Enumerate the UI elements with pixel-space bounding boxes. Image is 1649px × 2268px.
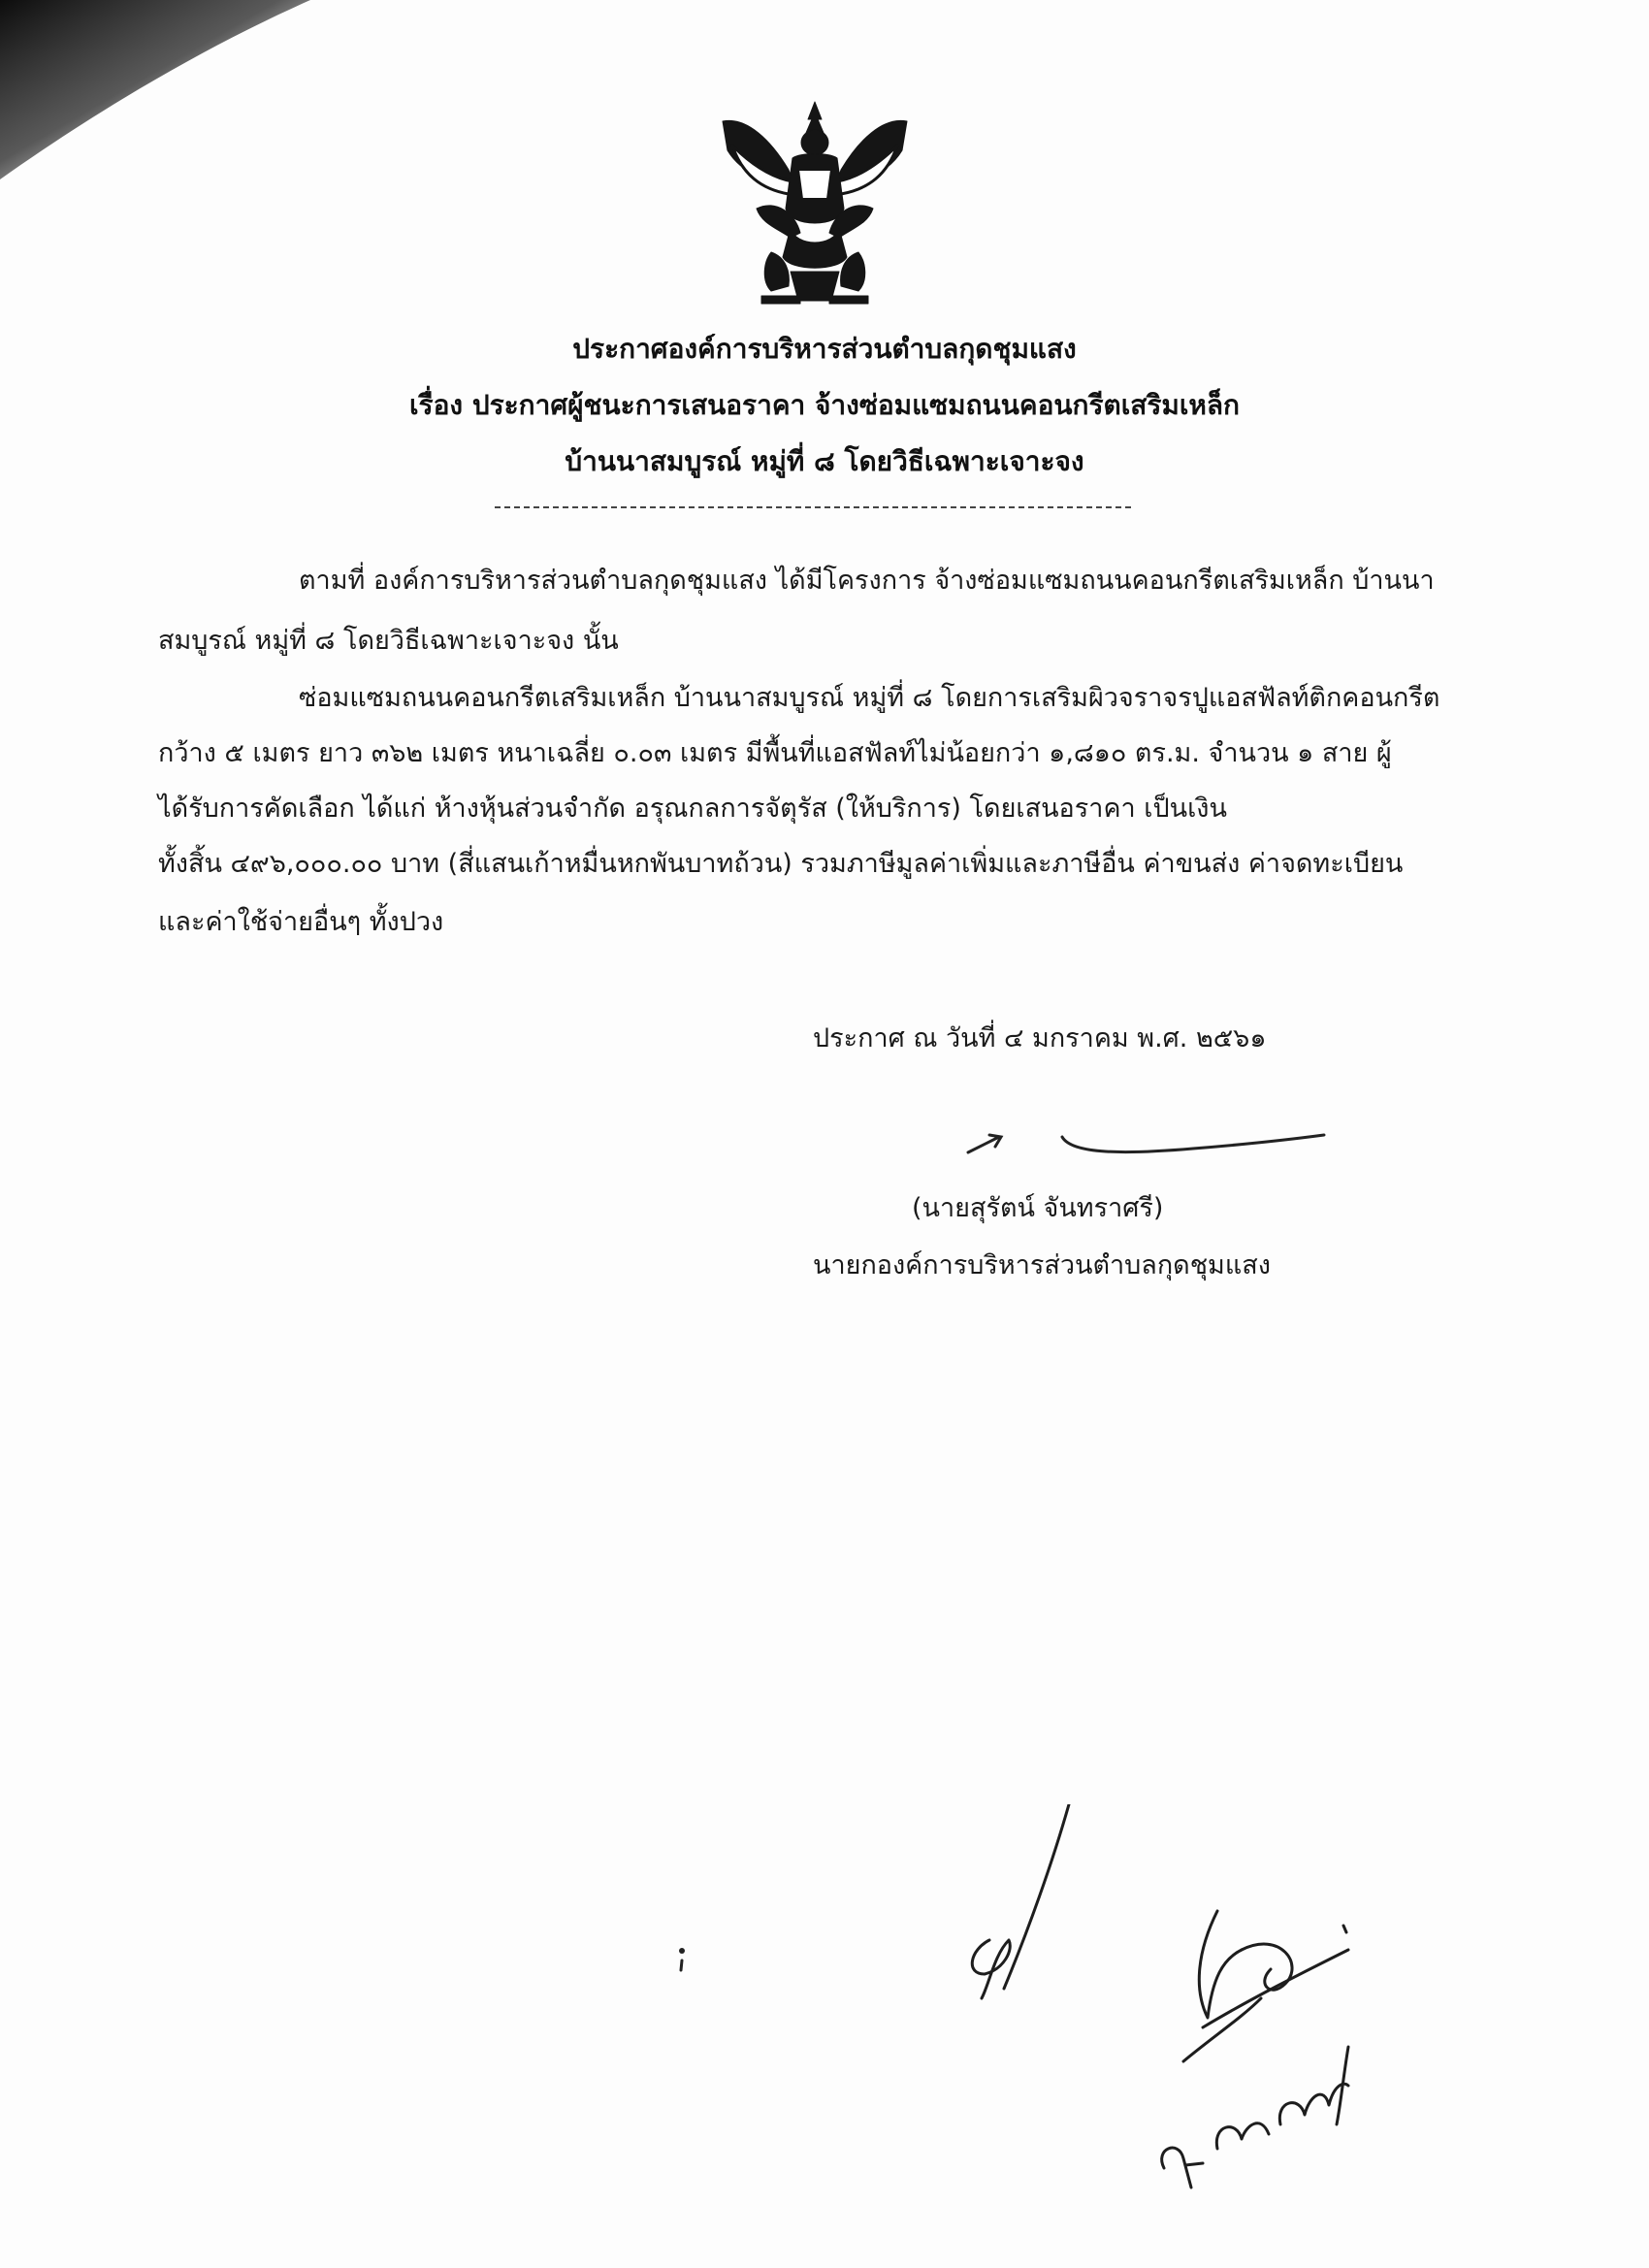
body-paragraph-1-line-1: ตามที่ องค์การบริหารส่วนตำบลกุดชุมแสง ได้มีโครงการ จ้างซ่อมแซมถนนคอนกรีตเสริมเหล็ก บ้านนา [299,566,1435,596]
signer-title: นายกองค์การบริหารส่วนตำบลกุดชุมแสง [813,1250,1271,1280]
signer-name: (นายสุรัตน์ จันทราศรี) [912,1193,1164,1223]
handwritten-initials [960,1804,1445,2212]
announcement-date: ประกาศ ณ วันที่ ๔ มกราคม พ.ศ. ๒๕๖๑ [813,1023,1267,1053]
body-paragraph-1-line-2: สมบูรณ์ หมู่ที่ ๘ โดยวิธีเฉพาะเจาะจง นั้น [158,626,619,656]
body-paragraph-2-line-4: ทั้งสิ้น ๔๙๖,๐๐๐.๐๐ บาท (สี่แสนเก้าหมื่นหกพันบาทถ้วน) รวมภาษีมูลค่าเพิ่มและภาษีอื่น ค่าขนส่ง ค่าจดทะเบียน [158,849,1404,879]
announcement-subject: เรื่อง ประกาศผู้ชนะการเสนอราคา จ้างซ่อมแซมถนนคอนกรีตเสริมเหล็ก [408,389,1240,421]
announcement-title: ประกาศองค์การบริหารส่วนตำบลกุดชุมแสง [572,333,1077,365]
garuda-emblem-icon [703,92,926,310]
dashed-divider [495,506,1131,508]
body-paragraph-2-line-1: ซ่อมแซมถนนคอนกรีตเสริมเหล็ก บ้านนาสมบูรณ์ หมู่ที่ ๘ โดยการเสริมผิวจราจรปูแอสฟัลท์ติกคอนกรีต [299,683,1440,713]
stray-mark [676,1945,688,1974]
signature-mark [960,1116,1329,1174]
body-paragraph-2-line-2: กว้าง ๕ เมตร ยาว ๓๖๒ เมตร หนาเฉลี่ย ๐.๐๓ เมตร มีพื้นที่แอสฟัลท์ไม่น้อยกว่า ๑,๘๑๐ ตร.ม. จำนวน ๑ สาย ผู้ [158,738,1392,768]
body-paragraph-2-line-3: ได้รับการคัดเลือก ได้แก่ ห้างหุ้นส่วนจำกัด อรุณกลการจัตุรัส (ให้บริการ) โดยเสนอราคา เป็นเงิน [158,794,1227,824]
announcement-subject-cont: บ้านนาสมบูรณ์ หมู่ที่ ๘ โดยวิธีเฉพาะเจาะจง [565,445,1084,477]
body-paragraph-2-line-5: และค่าใช้จ่ายอื่นๆ ทั้งปวง [158,907,444,937]
scan-shadow [0,0,310,184]
